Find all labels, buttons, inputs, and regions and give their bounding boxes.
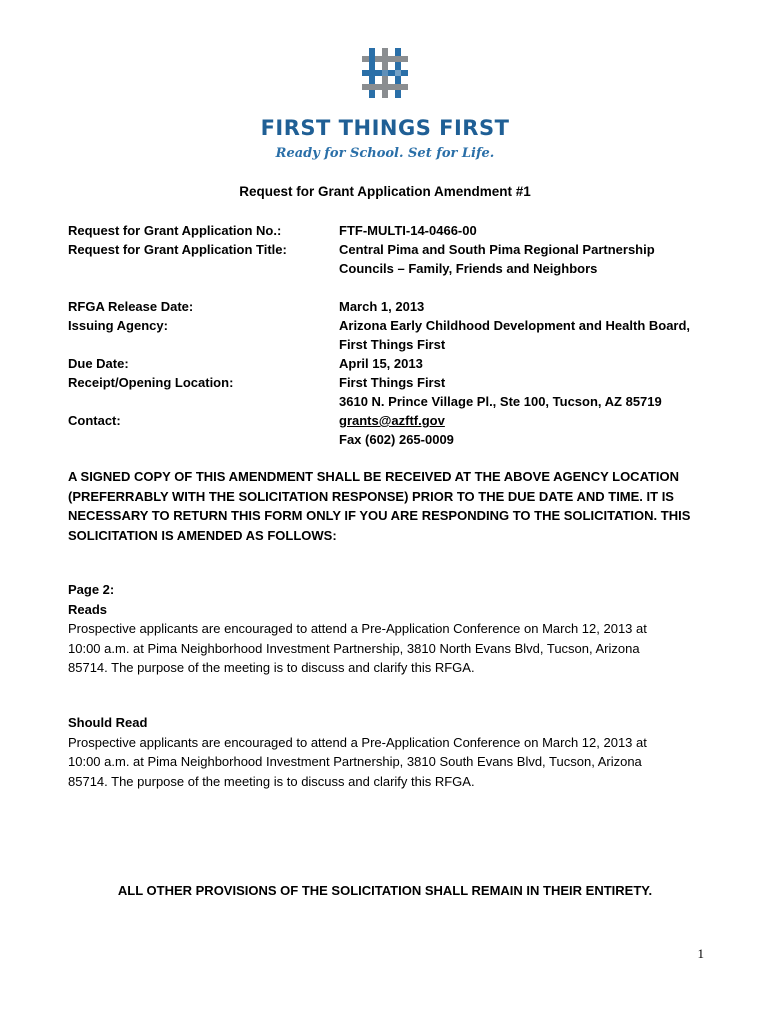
closing-statement: ALL OTHER PROVISIONS OF THE SOLICITATION SHALL REMAIN IN THEIR ENTIRETY. — [117, 883, 653, 898]
info-row-contact — [68, 411, 718, 449]
app-title-line: Central Pima and South Pima Regional Partnership — [339, 242, 655, 257]
first-things-first-logo-icon — [360, 46, 410, 100]
location-line: First Things First — [339, 375, 446, 390]
info-row-app-title — [68, 240, 718, 278]
reads-line: Prospective applicants are encouraged to attend a Pre-Application Conference on March 12, 2013 at — [68, 621, 647, 636]
agency-label: Issuing Agency: — [68, 318, 168, 333]
due-label: Due Date: — [68, 356, 129, 371]
contact-label: Contact: — [68, 413, 121, 428]
app-no-value: FTF-MULTI-14-0466-00 — [339, 223, 477, 238]
should-read-line: 10:00 a.m. at Pima Neighborhood Investment Partnership, 3810 South Evans Blvd, Tucson, Arizona — [68, 754, 642, 769]
logo — [0, 46, 770, 100]
info-row-agency — [68, 316, 718, 354]
app-title-value — [339, 240, 718, 278]
page-number: 1 — [697, 946, 704, 961]
notice-line: SOLICITATION IS AMENDED AS FOLLOWS: — [68, 527, 337, 543]
release-value: March 1, 2013 — [339, 299, 425, 314]
app-no-label: Request for Grant Application No.: — [68, 223, 282, 238]
info-row-location — [68, 373, 718, 411]
notice-line: A SIGNED COPY OF THIS AMENDMENT SHALL BE RECEIVED AT THE ABOVE AGENCY LOCATION — [68, 469, 680, 484]
should-read-line: Prospective applicants are encouraged to attend a Pre-Application Conference on March 12, 2013 at — [68, 734, 647, 750]
agency-value — [339, 316, 718, 354]
location-value — [339, 373, 718, 411]
location-line: 3610 N. Prince Village Pl., Ste 100, Tucson, AZ 85719 — [339, 394, 662, 409]
reads-section — [68, 580, 708, 678]
should-read-section — [68, 713, 708, 791]
due-value: April 15, 2013 — [339, 356, 423, 371]
logo-tagline: Ready for School. Set for Life. — [275, 146, 495, 161]
contact-email-link[interactable]: grants@azftf.gov — [339, 413, 445, 428]
document-title: Request for Grant Application Amendment #1 — [239, 184, 531, 199]
location-label: Receipt/Opening Location: — [68, 375, 234, 390]
contact-fax: Fax (602) 265-0009 — [339, 432, 454, 447]
reads-line: 10:00 a.m. at Pima Neighborhood Investment Partnership, 3810 North Evans Blvd, Tucson, Arizona — [68, 640, 640, 656]
contact-value — [339, 411, 718, 449]
info-row-due — [68, 354, 718, 373]
notice-line: (PREFERRABLY WITH THE SOLICITATION RESPONSE) PRIOR TO THE DUE DATE AND TIME. IT IS — [68, 488, 674, 504]
page-reference: Page 2: — [68, 582, 115, 597]
release-label: RFGA Release Date: — [68, 299, 194, 314]
application-info — [68, 221, 718, 449]
agency-line: First Things First — [339, 337, 446, 352]
amendment-notice — [68, 467, 708, 545]
reads-heading: Reads — [68, 601, 108, 617]
logo-name: FIRST THINGS FIRST — [260, 116, 510, 140]
info-row-app-no — [68, 221, 718, 240]
info-row-release — [68, 297, 718, 316]
notice-line: NECESSARY TO RETURN THIS FORM ONLY IF YOU ARE RESPONDING TO THE SOLICITATION. THIS — [68, 508, 691, 523]
app-title-label: Request for Grant Application Title: — [68, 242, 287, 257]
reads-line: 85714. The purpose of the meeting is to discuss and clarify this RFGA. — [68, 660, 475, 675]
should-read-line: 85714. The purpose of the meeting is to discuss and clarify this RFGA. — [68, 773, 475, 789]
should-read-heading: Should Read — [68, 715, 148, 730]
agency-line: Arizona Early Childhood Development and Health Board, — [339, 318, 691, 333]
app-title-line: Councils – Family, Friends and Neighbors — [339, 261, 598, 276]
